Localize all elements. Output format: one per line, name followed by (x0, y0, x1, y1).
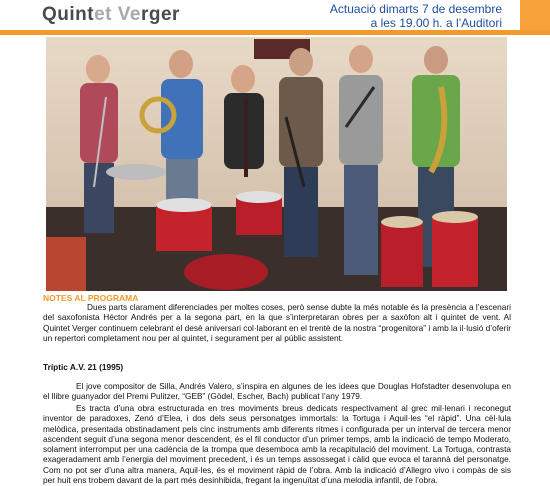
notes-intro-paragraph: Dues parts clarament diferenciades per moltes coses, però sense dubte la més notable és la presència a l’escenari del saxofonista Héctor Andrés per a la segona part, en la que s’interpretaran obres per a saxòfon alt i quintet de vent. Al Quintet Verger continuem celebrant el desè aniversari col·laborant en el trentè de la nostra “progenitora” i amb la il·lusió d’oferir un repertori completament nou per al quintet, i segurament per al públic assistent. (43, 302, 511, 343)
quintet-photo (46, 37, 507, 291)
title-part-1: Quint (42, 4, 95, 25)
event-date: Actuació dimarts 7 de desembre (329, 2, 502, 16)
header (0, 0, 550, 36)
piece-title: Tríptic A.V. 21 (1995) (43, 362, 124, 372)
event-info (330, 2, 502, 30)
page-title (42, 4, 180, 26)
title-part-3: rger (140, 4, 180, 25)
piece-paragraph-2: Es tracta d’una obra estructurada en tres moviments breus dedicats respectivament al grec mil·lenari i reconegut inventor de paradoxes, Zenó d’Elea, i dos dels seus personatges immortals: la Tortuga i Aquil·les “el ràpid”. Una cèl·lula melòdica, presentada obstinadament pels cinc instruments amb diferents ritmes i configurada per un interval de tercera menor ascendent seguit d’una segona menor descendent, és el fil conductor d’un primer temps, amb la indicació de tempo Moderato, solament interromput per una cadència de la trompa que desemboca amb la recapitulació del moviment. La Tortuga, contrasta exageradament amb l’energia del moviment precedent, i és un temps assossegat i càlid que evoca el tarannà del personatge. Com no pot ser d’una altra manera, Aquil·les, és el moviment ràpid de l’obra. Amb la indicació d’Allegro vivo i compàs de sis per huit ens trobem davant de la part més desinhibida, fregant la ingenuïtat d’una melodia infantil, de l’obra. (43, 403, 511, 486)
event-time-place: a les 19.00 h. a l’Auditori (370, 16, 502, 30)
title-part-2: et Ve (94, 4, 141, 25)
piece-paragraph-1: El jove compositor de Silla, Andrés Valero, s’inspira en algunes de les idees que Douglas Hofstadter desenvolupa en el llibre guanyador del Premi Pulitzer, “GEB” (Gödel, Escher, Bach) publicat l’any 1979. (43, 381, 511, 402)
notes-heading: NOTES AL PROGRAMA (43, 293, 139, 303)
header-divider (0, 30, 550, 35)
header-accent-block (520, 0, 550, 34)
